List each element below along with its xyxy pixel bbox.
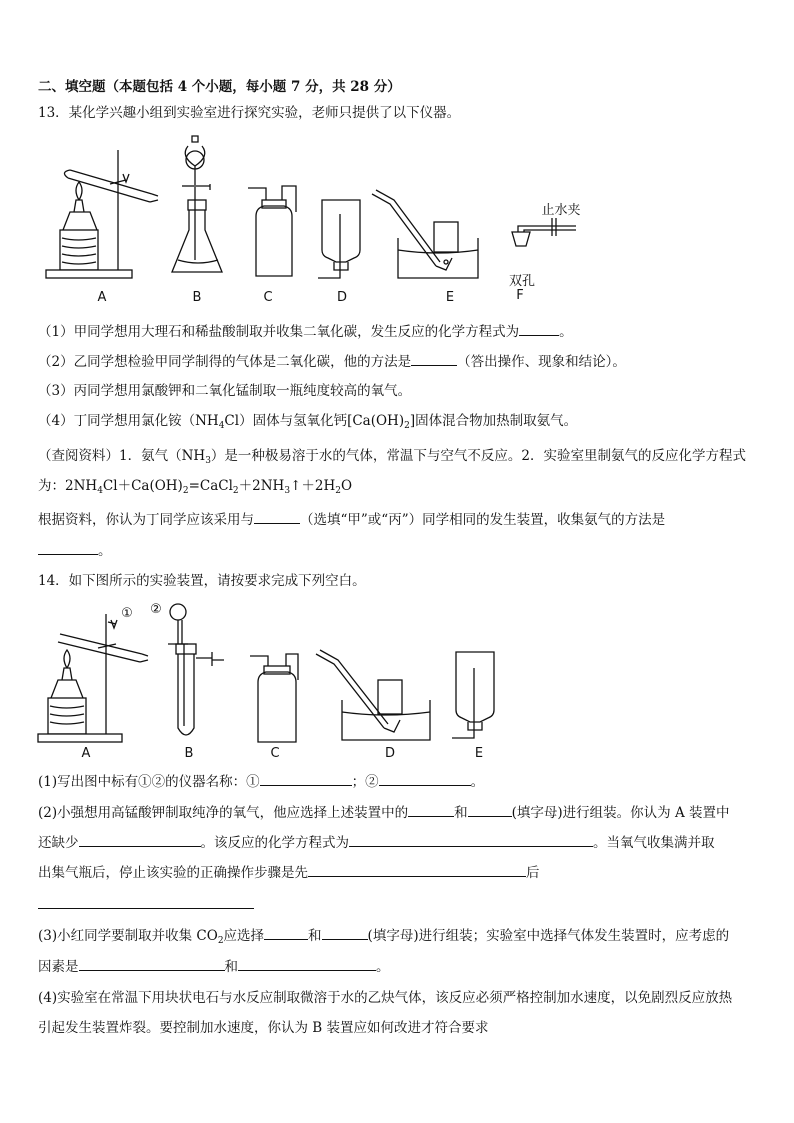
answer-blank[interactable]: [468, 802, 512, 817]
answer-blank[interactable]: [411, 351, 457, 366]
eq-part: ↑＋2H: [290, 478, 336, 494]
q14-part3-text-e: 因素是: [38, 959, 79, 975]
q13-clip-label: 止水夹: [541, 203, 581, 218]
q14-part2-line3: [38, 862, 540, 883]
q14-part3-text-f: 和: [224, 959, 238, 975]
q13-part5-text-a: 根据资料，你认为丁同学应该采用与: [38, 512, 254, 528]
answer-blank[interactable]: [519, 321, 559, 336]
q13-reference-text-b: ）是一种极易溶于水的气体，常温下与空气不反应。2．实验室里制氨气的反应化学方程式: [210, 448, 747, 464]
q14-part1: [38, 771, 484, 792]
q14-part2-text-c: (填字母)进行组装。你认为 A 装置中: [511, 805, 730, 821]
apparatus-c-gas-bottle: [250, 654, 298, 742]
q13-part3: （3）丙同学想用氯酸钾和二氧化锰制取一瓶纯度较高的氧气。: [38, 383, 412, 399]
subscript: 2: [232, 486, 239, 496]
answer-blank[interactable]: [254, 509, 300, 524]
q13-part2: [38, 351, 626, 372]
apparatus-e-inverted-bottle: [452, 652, 494, 738]
apparatus-a-heating-setup: [46, 150, 158, 278]
answer-blank[interactable]: [38, 540, 98, 555]
answer-blank[interactable]: [308, 862, 526, 877]
q13-part5-end: 。: [98, 543, 112, 559]
eq-part: Cl＋Ca(OH): [102, 478, 183, 494]
q13-part4: [38, 411, 577, 431]
q14-apparatus-drawing: [0, 600, 794, 768]
q14-part3: [38, 925, 729, 946]
answer-blank[interactable]: [79, 956, 225, 971]
subscript: 4: [97, 486, 103, 496]
subscript: 2: [404, 421, 410, 431]
subscript: 2: [217, 936, 224, 946]
q14-part3-text-c: 和: [308, 928, 322, 944]
q13-reference-text-a: （查阅资料）1．氨气（NH: [38, 448, 206, 464]
q14-part1-text: (1)写出图中标有①②的仪器名称：①: [38, 774, 260, 790]
q13-label-b: B: [192, 290, 202, 305]
eq-part: O: [340, 478, 353, 494]
apparatus-f-stopper-clip: [512, 218, 576, 246]
q14-label-c: C: [270, 746, 280, 761]
q13-part1-end: 。: [559, 324, 573, 340]
q13-label-a: A: [97, 290, 107, 305]
q14-part2-text-g: 出集气瓶后，停止该实验的正确操作步骤是先: [38, 865, 308, 881]
q13-apparatus-drawing: [0, 130, 794, 310]
subscript: 2: [182, 486, 189, 496]
q13-two-hole-label: 双孔: [508, 274, 535, 289]
apparatus-c-gas-bottle: [248, 186, 296, 276]
apparatus-a-heating-setup: [38, 614, 148, 742]
apparatus-d-water-trough: [316, 650, 430, 740]
apparatus-e-water-trough: [372, 190, 478, 278]
q13-label-e: E: [445, 290, 455, 305]
subscript: 3: [284, 486, 291, 496]
eq-part: =CaCl: [188, 478, 233, 494]
q14-label-e: E: [474, 746, 484, 761]
q13-part4-text-a: （4）丁同学想用氯化铵（NH: [38, 413, 219, 429]
eq-part: 为：2NH: [38, 478, 98, 494]
q14-part3-text-a: (3)小红同学要制取并收集 CO: [38, 928, 218, 944]
q14-part2-line2: [38, 832, 715, 853]
q14-part2-text-f: 。当氧气收集满并取: [593, 835, 715, 851]
apparatus-b-test-tube-funnel: [168, 604, 224, 735]
q14-stem: 14．如下图所示的实验装置，请按要求完成下列空白。: [38, 573, 366, 589]
q14-part1-text-b: ；②: [351, 774, 379, 790]
q14-part2-text-h: 后: [526, 865, 540, 881]
q13-label-c: C: [263, 290, 273, 305]
q14-part4-line2: 引起发生装置炸裂。要控制加水速度，你认为 B 装置应如何改进才符合要求: [38, 1020, 489, 1036]
q14-part2-text-a: (2)小强想用高锰酸钾制取纯净的氧气，他应选择上述装置中的: [38, 805, 409, 821]
answer-blank[interactable]: [379, 771, 471, 786]
q14-part3-line2: [38, 956, 390, 977]
q13-stem: 13．某化学兴趣小组到实验室进行探究实验，老师只提供了以下仪器。: [38, 105, 461, 121]
q14-part3-text-d: (填字母)进行组装；实验室中选择气体发生装置时，应考虑的: [367, 928, 730, 944]
q14-part2-line4: [38, 894, 254, 915]
q14-part2-text-e: 。该反应的化学方程式为: [200, 835, 349, 851]
q13-figure-row: [0, 130, 794, 310]
apparatus-d-inverted-bottle: [318, 200, 360, 278]
q13-label-d: D: [336, 290, 347, 305]
answer-blank[interactable]: [238, 956, 376, 971]
mark-1: ①: [121, 606, 133, 621]
answer-blank[interactable]: [349, 832, 593, 847]
eq-part: ＋2NH: [238, 478, 285, 494]
q14-part2-text-b: 和: [454, 805, 468, 821]
answer-blank[interactable]: [408, 802, 454, 817]
mark-2: ②: [150, 602, 162, 617]
q13-reference: [38, 446, 746, 466]
q14-figure-row: [0, 600, 794, 768]
answer-blank[interactable]: [38, 894, 254, 909]
q14-label-b: B: [184, 746, 194, 761]
answer-blank[interactable]: [260, 771, 352, 786]
q13-part2-hint: （答出操作、现象和结论）。: [457, 354, 626, 370]
q13-equation: [38, 476, 352, 496]
q14-label-d: D: [384, 746, 395, 761]
subscript: 3: [205, 456, 211, 466]
q14-part3-end: 。: [376, 959, 390, 975]
q13-part5-text-b: （选填“甲”或“丙”）同学相同的发生装置，收集氨气的方法是: [300, 512, 666, 528]
q14-part4: (4)实验室在常温下用块状电石与水反应制取微溶于水的乙炔气体，该反应必须严格控制加水速度，以免剧烈反应放热: [38, 990, 733, 1006]
answer-blank[interactable]: [322, 925, 368, 940]
q13-part1-text: （1）甲同学想用大理石和稀盐酸制取并收集二氧化碳，发生反应的化学方程式为: [38, 324, 520, 340]
answer-blank[interactable]: [264, 925, 308, 940]
apparatus-b-flask-funnel: [172, 136, 222, 272]
q13-part5-cont: [38, 540, 112, 561]
answer-blank[interactable]: [79, 832, 201, 847]
q13-part2-text: （2）乙同学想检验甲同学制得的气体是二氧化碳，他的方法是: [38, 354, 412, 370]
q13-label-f: F: [516, 288, 524, 303]
q14-part1-end: 。: [470, 774, 485, 790]
q13-part5: [38, 509, 665, 530]
q14-label-a: A: [81, 746, 91, 761]
q14-part2: [38, 802, 730, 823]
subscript: 4: [218, 421, 225, 431]
q14-part3-text-b: 应选择: [223, 928, 265, 944]
q13-part4-text-c: ]固体混合物加热制取氨气。: [409, 413, 578, 429]
q13-part4-text-b: Cl）固体与氢氧化钙[Ca(OH): [224, 413, 405, 429]
q13-part1: [38, 321, 573, 342]
q14-part2-text-d: 还缺少: [38, 835, 79, 851]
subscript: 2: [335, 486, 341, 496]
section-title: 二、填空题（本题包括 4 个小题，每小题 7 分，共 28 分）: [38, 79, 401, 95]
